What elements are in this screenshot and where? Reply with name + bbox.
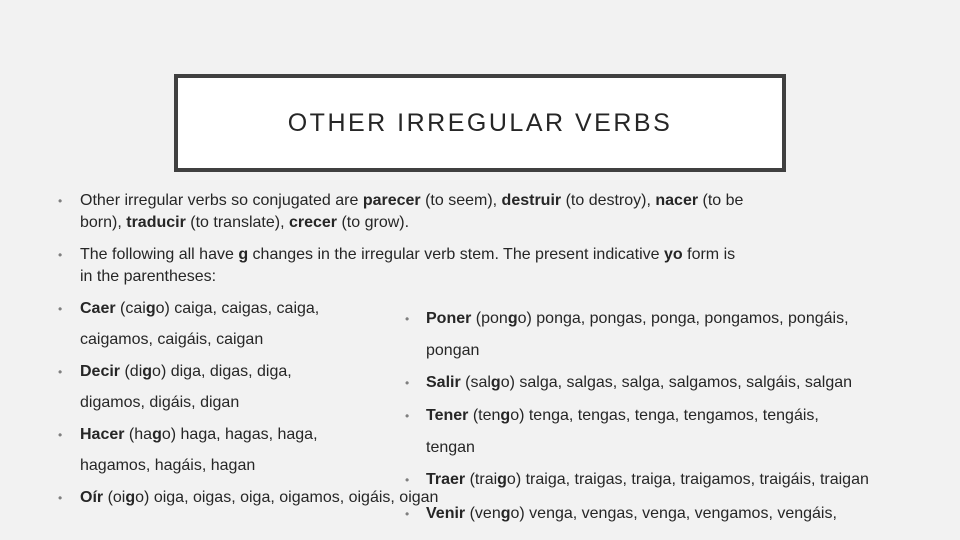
word-yo: yo bbox=[664, 246, 683, 263]
text: changes in the irregular verb stem. The present indicative bbox=[248, 246, 665, 263]
verb-poner-line-1 bbox=[426, 308, 849, 330]
bullet-caer: • bbox=[58, 302, 63, 316]
paragraph-1-line-2 bbox=[80, 212, 409, 234]
verb-destruir: destruir bbox=[501, 192, 562, 209]
verb-crecer: crecer bbox=[288, 214, 338, 231]
letter-g: g bbox=[490, 374, 501, 391]
letter-g: g bbox=[507, 310, 518, 327]
verb-oir-line-1 bbox=[80, 487, 438, 509]
bullet-salir: • bbox=[405, 376, 410, 390]
verb-hacer-line-1 bbox=[80, 424, 318, 446]
title-box bbox=[174, 74, 786, 172]
text: (pon bbox=[471, 310, 508, 327]
letter-g: g bbox=[145, 300, 156, 317]
bullet-venir: • bbox=[405, 507, 410, 521]
text: o) venga, vengas, venga, vengamos, vengáis, bbox=[510, 505, 837, 522]
verb-decir: Decir bbox=[80, 363, 121, 380]
bullet-traer: • bbox=[405, 473, 410, 487]
bullet-2: • bbox=[58, 248, 63, 262]
verb-salir: Salir bbox=[426, 374, 461, 391]
paragraph-2-line-1 bbox=[80, 244, 735, 266]
letter-g: g bbox=[238, 246, 249, 263]
verb-nacer: nacer bbox=[655, 192, 699, 209]
text: form is bbox=[682, 246, 736, 263]
verb-caer: Caer bbox=[80, 300, 116, 317]
verb-traer-line-1 bbox=[426, 469, 869, 491]
verb-venir-line-1 bbox=[426, 503, 837, 525]
text: (to seem), bbox=[420, 192, 502, 209]
text: born), bbox=[80, 214, 127, 231]
letter-g: g bbox=[142, 363, 153, 380]
text: (to be bbox=[698, 192, 744, 209]
text: o) traiga, traigas, traiga, traigamos, traigáis, traigan bbox=[506, 471, 869, 488]
text: (ten bbox=[468, 407, 501, 424]
text: (trai bbox=[465, 471, 498, 488]
verb-tener: Tener bbox=[426, 407, 469, 424]
verb-parecer: parecer bbox=[362, 192, 421, 209]
bullet-decir: • bbox=[58, 365, 63, 379]
slide-title: OTHER IRREGULAR VERBS bbox=[287, 108, 673, 137]
text: o) tenga, tengas, tenga, tengamos, tengáis, bbox=[510, 407, 819, 424]
bullet-hacer: • bbox=[58, 428, 63, 442]
verb-traducir: traducir bbox=[126, 214, 186, 231]
text: o) haga, hagas, haga, bbox=[161, 426, 318, 443]
letter-g: g bbox=[125, 489, 136, 506]
text: (to translate), bbox=[185, 214, 289, 231]
verb-venir: Venir bbox=[426, 505, 466, 522]
letter-g: g bbox=[497, 471, 507, 488]
text: (oi bbox=[103, 489, 126, 506]
verb-tener-line-1 bbox=[426, 405, 819, 427]
verb-decir-line-1 bbox=[80, 361, 292, 383]
text: o) caiga, caigas, caiga, bbox=[155, 300, 320, 317]
verb-poner: Poner bbox=[426, 310, 472, 327]
verb-decir-line-2: digamos, digáis, digan bbox=[80, 394, 240, 411]
paragraph-2-line-2: in the parentheses: bbox=[80, 268, 217, 285]
text: o) diga, digas, diga, bbox=[152, 363, 292, 380]
letter-g: g bbox=[152, 426, 162, 443]
text: (to destroy), bbox=[561, 192, 656, 209]
verb-caer-line-1 bbox=[80, 298, 319, 320]
text: o) ponga, pongas, ponga, pongamos, pongáis, bbox=[517, 310, 849, 327]
verb-poner-line-2: pongan bbox=[426, 342, 480, 359]
verb-hacer-line-2: hagamos, hagáis, hagan bbox=[80, 457, 256, 474]
text: Other irregular verbs so conjugated are bbox=[80, 192, 363, 209]
bullet-1: • bbox=[58, 194, 63, 208]
verb-salir-line-1 bbox=[426, 372, 852, 394]
letter-g: g bbox=[500, 407, 511, 424]
text: (ha bbox=[124, 426, 153, 443]
text: o) salga, salgas, salga, salgamos, salgáis, salgan bbox=[500, 374, 853, 391]
paragraph-1-line-1 bbox=[80, 190, 743, 212]
text: (di bbox=[120, 363, 143, 380]
verb-caer-line-2: caigamos, caigáis, caigan bbox=[80, 331, 264, 348]
bullet-oir: • bbox=[58, 491, 63, 505]
text: The following all have bbox=[80, 246, 239, 263]
text: (cai bbox=[115, 300, 146, 317]
verb-oir: Oír bbox=[80, 489, 104, 506]
verb-tener-line-2: tengan bbox=[426, 439, 475, 456]
text: (to grow). bbox=[337, 214, 410, 231]
bullet-poner: • bbox=[405, 312, 410, 326]
bullet-tener: • bbox=[405, 409, 410, 423]
letter-g: g bbox=[500, 505, 511, 522]
verb-hacer: Hacer bbox=[80, 426, 125, 443]
verb-traer: Traer bbox=[426, 471, 466, 488]
text: o) oiga, oigas, oiga, oigamos, oigáis, oigan bbox=[135, 489, 439, 506]
text: (sal bbox=[460, 374, 491, 391]
text: (ven bbox=[465, 505, 501, 522]
